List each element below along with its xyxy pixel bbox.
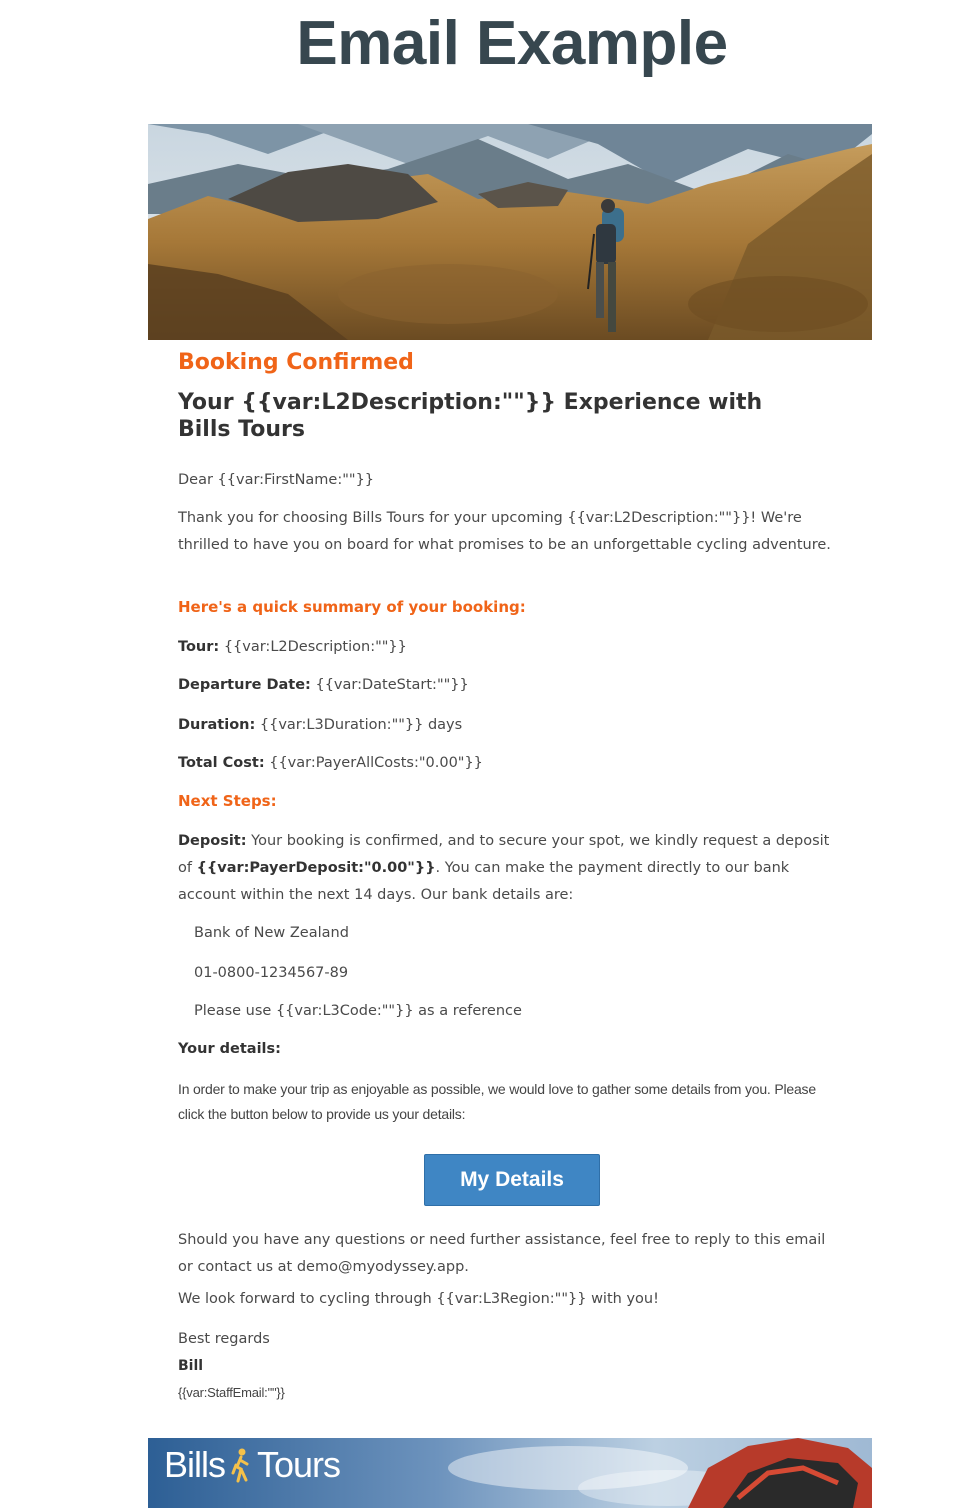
details-heading: Your details: [178, 1041, 281, 1057]
summary-label: Total Cost: [178, 755, 265, 771]
next-steps-heading: Next Steps: [178, 792, 277, 810]
footer-banner [148, 1438, 872, 1508]
hiker-icon [227, 1447, 255, 1483]
summary-row-duration [178, 712, 462, 739]
bills-tours-logo [164, 1444, 340, 1486]
questions-paragraph [178, 1227, 842, 1281]
questions-text: Should you have any questions or need further assistance, feel free to reply to this email or contact us at demo@myodyssey.app. [178, 1232, 826, 1275]
intro-paragraph: Thank you for choosing Bills Tours for your upcoming {{var:L2Description:""}}! We're thrilled to have you on board for what promises to be an unforgettable cycling adventure. [178, 510, 831, 553]
logo-word-tours: Tours [257, 1444, 341, 1485]
deposit-text-after: . You can make the payment directly to our bank account within the next 14 days. Our bank details are: [178, 860, 790, 903]
deposit-amount: {{var:PayerDeposit:"0.00"}} [196, 860, 436, 876]
email-preview [148, 124, 872, 1508]
logo-word-bills: Bills [164, 1444, 226, 1485]
signer-email: {{var:StaffEmail:""}} [178, 1385, 285, 1400]
summary-value: {{var:L2Description:""}} [223, 639, 407, 655]
summary-row-departure [178, 672, 469, 699]
deposit-text: Your booking is confirmed, and to secure your spot, we kindly request a deposit of [178, 833, 830, 876]
summary-label: Tour: [178, 639, 220, 655]
email-subheading: Your {{var:L2Description:""}} Experience with Bills Tours [178, 390, 763, 442]
hero-image [148, 124, 872, 340]
greeting: Dear {{var:FirstName:""}} [178, 472, 375, 488]
summary-row-tour [178, 634, 407, 661]
bank-account: 01-0800-1234567-89 [194, 965, 349, 981]
bank-reference: Please use {{var:L3Code:""}} as a reference [194, 1003, 522, 1019]
summary-heading: Here's a quick summary of your booking: [178, 598, 526, 616]
summary-label: Departure Date: [178, 677, 311, 693]
bank-name: Bank of New Zealand [194, 925, 349, 941]
summary-value: {{var:PayerAllCosts:"0.00"}} [269, 755, 483, 771]
page-title: Email Example [296, 9, 728, 78]
deposit-label: Deposit: [178, 833, 247, 849]
details-paragraph: In order to make your trip as enjoyable as possible, we would love to gather some details from you. Please click the button below to provide us your details: [178, 1081, 816, 1122]
signer-name: Bill [178, 1358, 204, 1374]
email-heading: Booking Confirmed [178, 350, 414, 375]
summary-value: {{var:L3Duration:""}} days [259, 717, 463, 733]
signoff: Best regards [178, 1331, 270, 1347]
my-details-button[interactable]: My Details [424, 1154, 600, 1206]
summary-value: {{var:DateStart:""}} [315, 677, 469, 693]
look-forward-text: We look forward to cycling through {{var:L3Region:""}} with you! [178, 1291, 659, 1307]
deposit-paragraph [178, 828, 842, 909]
summary-label: Duration: [178, 717, 256, 733]
summary-row-total-cost [178, 750, 483, 777]
